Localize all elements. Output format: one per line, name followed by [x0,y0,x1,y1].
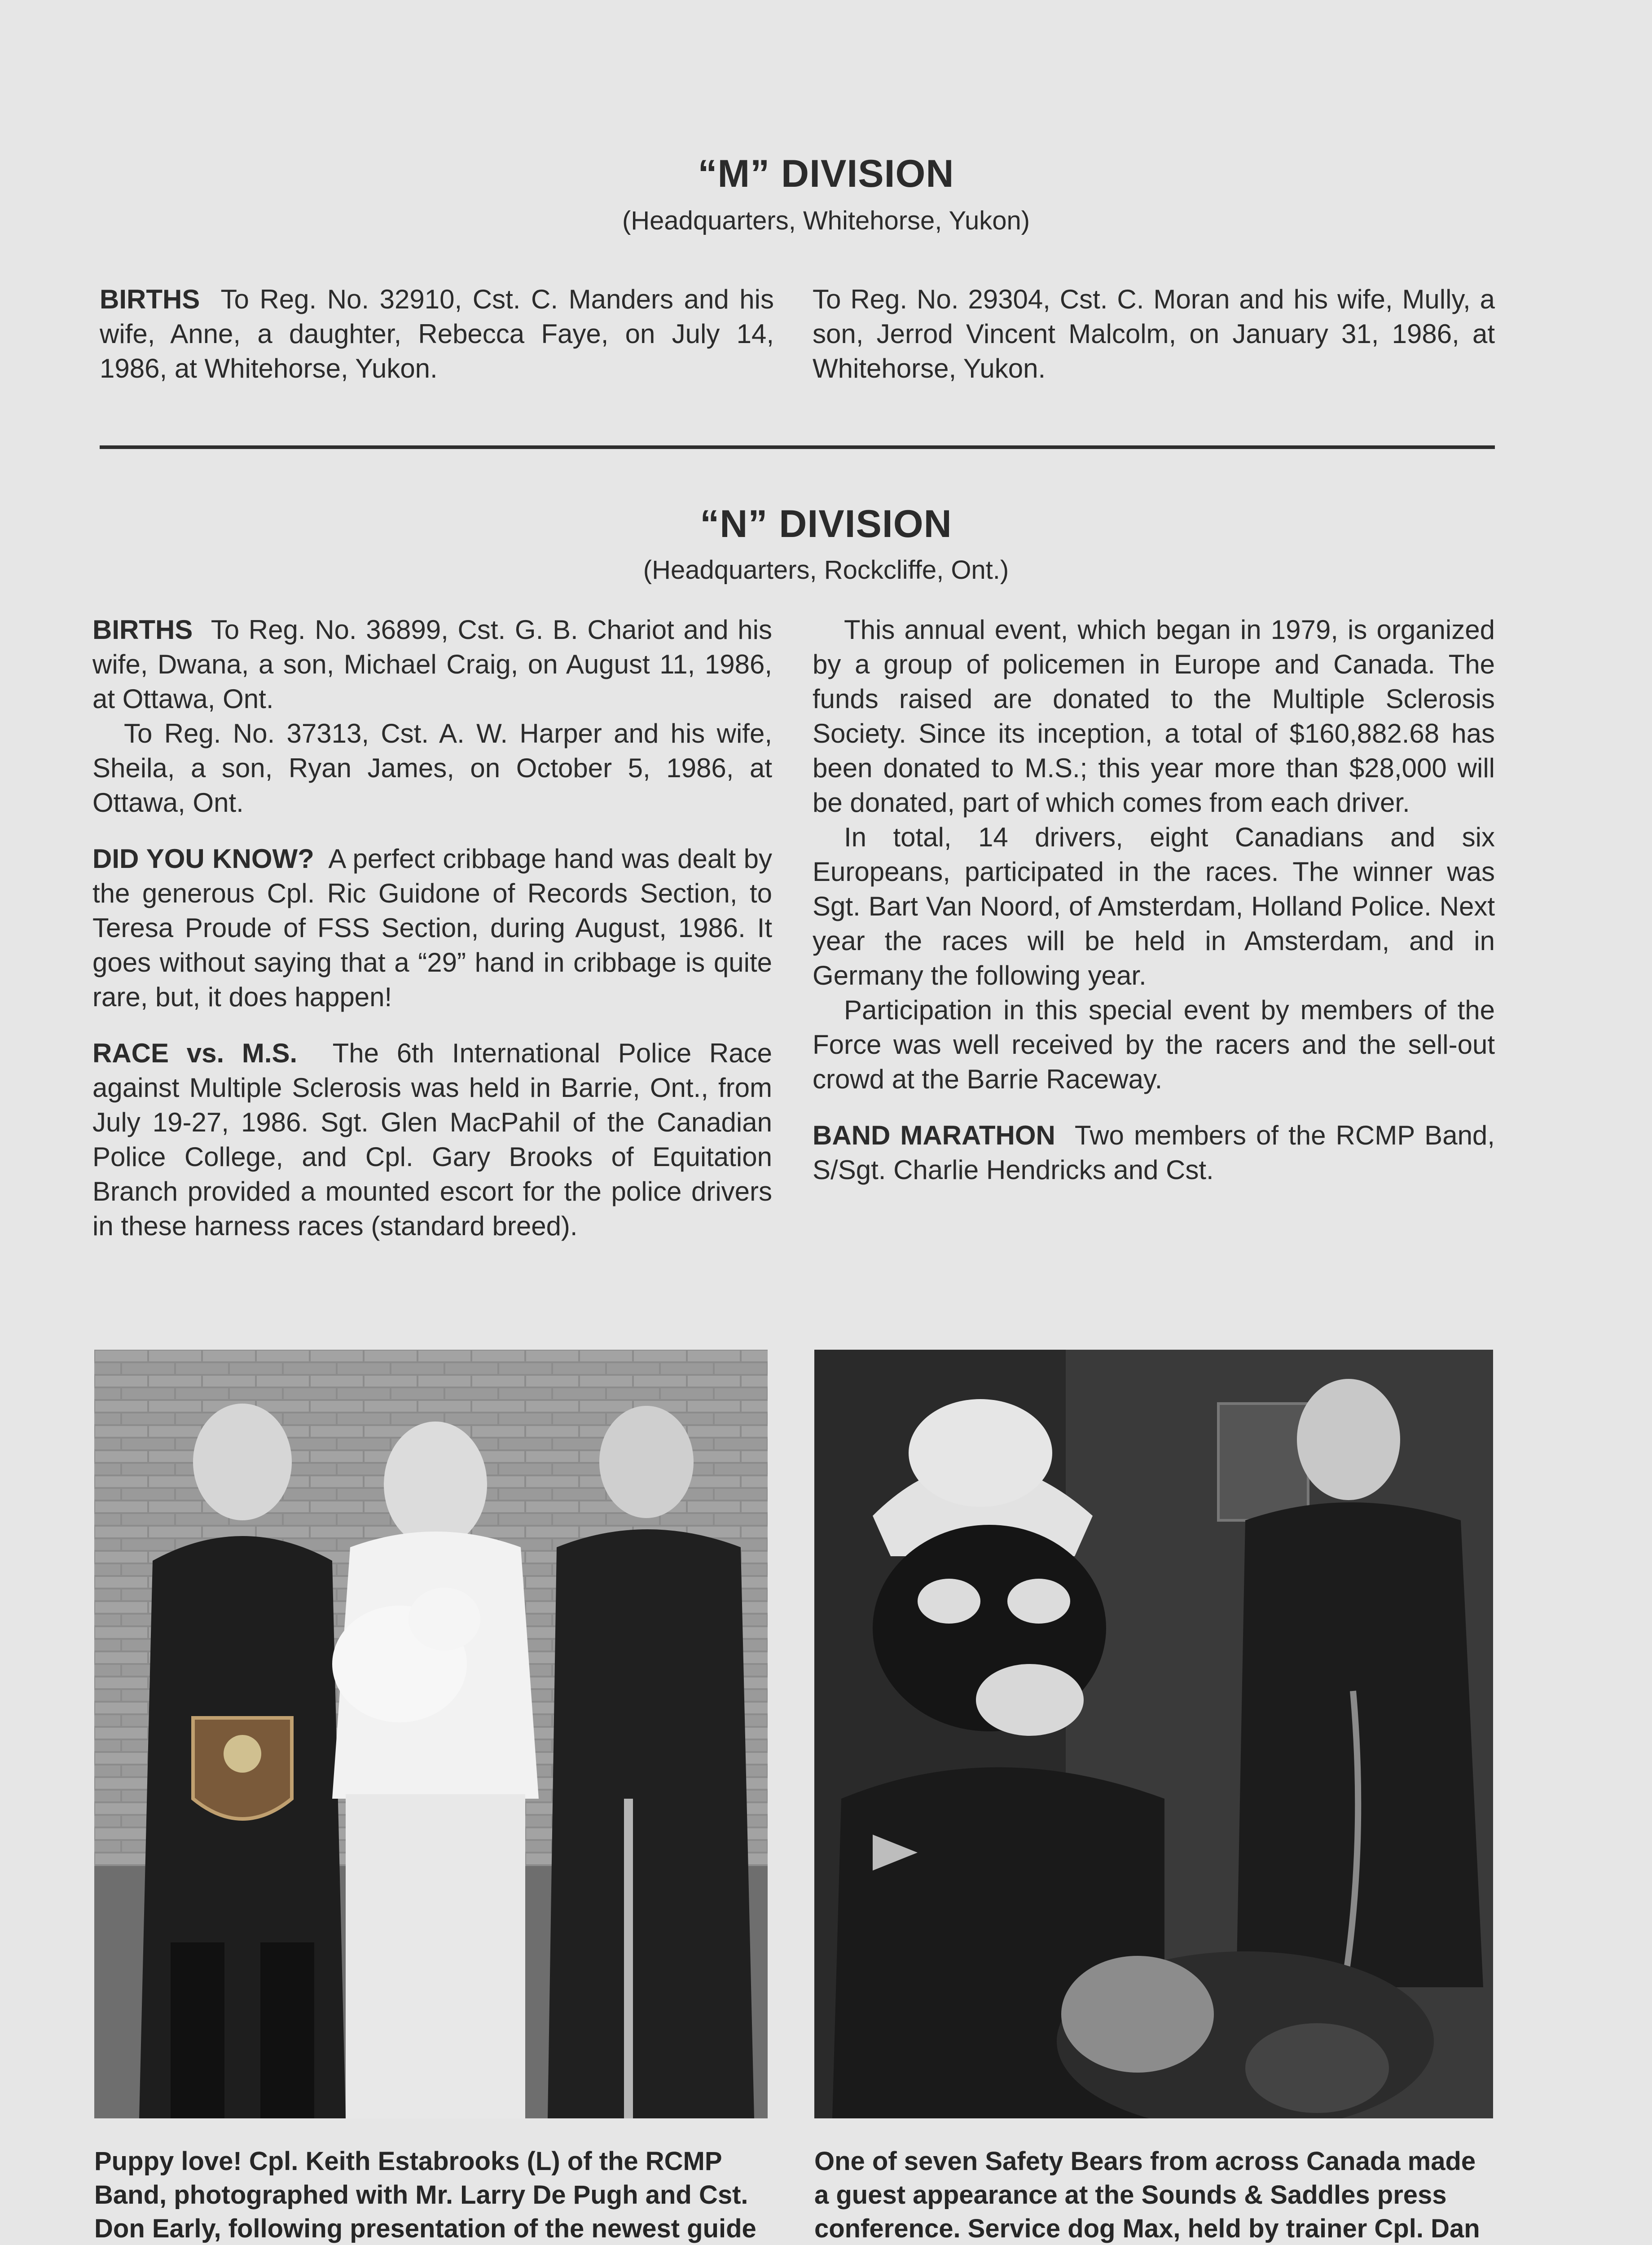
race-text: The 6th International Police Race against Multiple Sclerosis was held in Barrie, Ont., from July 19-27, 1986. Sgt. Glen MacPahil of the Canadian Police College, and Cpl. Gary Brooks of Equitation Branch provided a mounted escort for the police drivers in these harness races (standard breed). [92,1038,772,1241]
photo-puppy-love [94,1350,768,2118]
band-marathon-label: BAND MARATHON [813,1120,1055,1150]
caption-left: Puppy love! Cpl. Keith Estabrooks (L) of the RCMP Band, photographed with Mr. Larry De Pugh and Cst. Don Early, following presentation of the newest guide [94,2147,756,2243]
m-births-label: BIRTHS [100,284,200,314]
n-right-column [813,612,1495,1187]
n-division-title: “N” DIVISION [700,502,952,546]
m-births-left [100,282,774,386]
caption-right: One of seven Safety Bears from across Canada made a guest appearance at the Sounds & Saddles press conference. Service dog Max, held by trainer Cpl. Dan [814,2147,1480,2243]
n-division-subtitle: (Headquarters, Rockcliffe, Ont.) [643,555,1009,585]
band-marathon-text: Two members of the RCMP Band, S/Sgt. Charlie Hendricks and Cst. [813,1120,1495,1185]
n-births-label: BIRTHS [92,615,193,645]
did-you-know-text: A perfect cribbage hand was dealt by the generous Cpl. Ric Guidone of Records Section, to Teresa Proude of FSS Section, during August, 1986. It goes without saying that a “29” hand in cribbage is quite rare, but, it does happen! [92,844,773,1012]
section-divider [100,445,1495,449]
m-division-subtitle: (Headquarters, Whitehorse, Yukon) [622,206,1030,235]
photo-puppy-love-image [94,1350,768,2118]
n-left-column [92,612,772,1243]
n-births-2: To Reg. No. 37313, Cst. A. W. Harper and his wife, Sheila, a son, Ryan James, on October 5, 1986, at Ottawa, Ont. [92,718,772,818]
m-births-right [813,282,1495,386]
m-births-right-text: To Reg. No. 29304, Cst. C. Moran and his wife, Mully, a son, Jerrod Vincent Malcolm, on January 31, 1986, at Whitehorse, Yukon. [813,284,1495,383]
photo-safety-bear [814,1350,1493,2118]
n-births-1: To Reg. No. 36899, Cst. G. B. Chariot and his wife, Dwana, a son, Michael Craig, on August 11, 1986, at Ottawa, Ont. [92,615,772,714]
race-paragraph-3: In total, 14 drivers, eight Canadians and six Europeans, participated in the races. The winner was Sgt. Bart Van Noord, of Amsterdam, Holland Police. Next year the races will be held in Amsterdam, and in Germany the following year. [813,822,1495,990]
race-paragraph-4: Participation in this special event by members of the Force was well received by the racers and the sell-out crowd at the Barrie Raceway. [813,995,1495,1094]
m-births-left-text: To Reg. No. 32910, Cst. C. Manders and his wife, Anne, a daughter, Rebecca Faye, on July 14, 1986, at Whitehorse, Yukon. [100,284,774,383]
photo-safety-bear-image [814,1350,1493,2118]
race-label: RACE vs. M.S. [92,1038,298,1068]
race-paragraph-2: This annual event, which began in 1979, is organized by a group of policemen in Europe and Canada. The funds raised are donated to the Multiple Sclerosis Society. Since its inception, a total of $160,882.68 has been donated to M.S.; this year more than $28,000 will be donated, part of which comes from each driver. [813,615,1495,818]
m-division-title: “M” DIVISION [698,152,954,195]
did-you-know-label: DID YOU KNOW? [92,844,314,874]
